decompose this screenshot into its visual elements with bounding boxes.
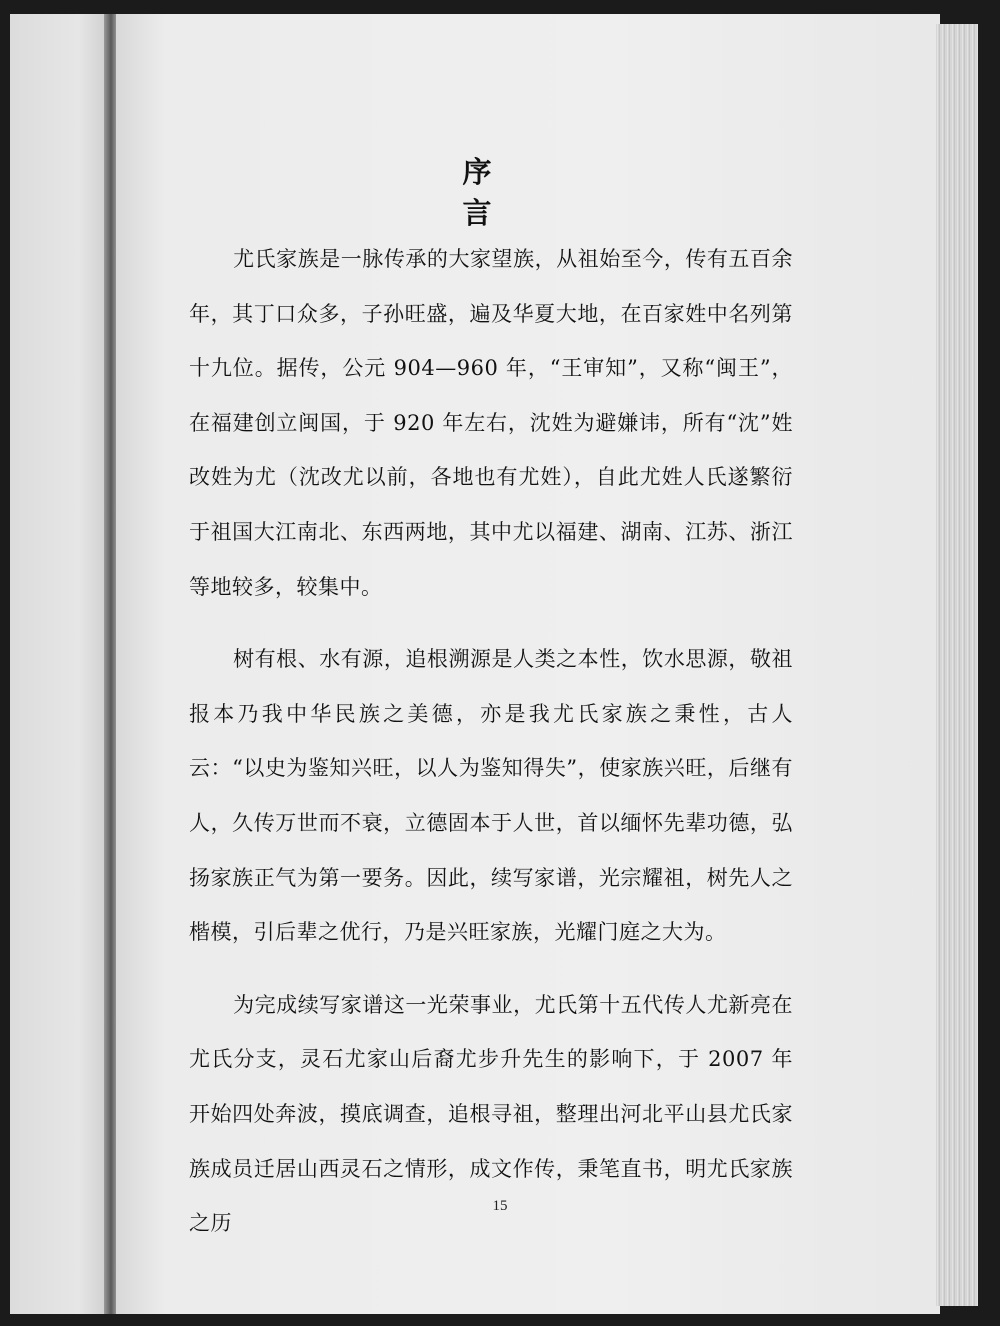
scanner-frame [978, 0, 1000, 1326]
paragraph-1: 尤氏家族是一脉传承的大家望族，从祖始至今，传有五百余年，其丁口众多，子孙旺盛，遍及华夏大地，在百家姓中名列第十九位。据传，公元 904—960 年，“王审知”，又称“闽王”，在福建创立闽国，于 920 年左右，沈姓为避嫌讳，所有“沈”姓改姓为尤（沈改尤以前，各地也有尤姓），自此尤姓人氏遂繁衍于祖国大江南北、东西两地，其中尤以福建、湖南、江苏、浙江等地较多，较集中。 [189, 247, 793, 599]
paragraph-3: 为完成续写家谱这一光荣事业，尤氏第十五代传人尤新亮在尤氏分支，灵石尤家山后裔尤步升先生的影响下，于 2007 年开始四处奔波，摸底调查，追根寻祖，整理出河北平山县尤氏家族成员迁居山西灵石之情形，成文作传，秉笔直书，明尤氏家族之历 [189, 992, 793, 1236]
body-text [189, 232, 793, 1251]
page-stack-edges [936, 24, 978, 1306]
page-title: 序 言 [462, 155, 613, 230]
paragraph-2: 树有根、水有源，追根溯源是人类之本性，饮水思源，敬祖报本乃我中华民族之美德，亦是我尤氏家族之秉性，古人云：“以史为鉴知兴旺，以人为鉴知得失”，使家族兴旺，后继有人，久传万世而不衰，立德固本于人世，首以缅怀先辈功德，弘扬家族正气为第一要务。因此，续写家谱，光宗耀祖，树先人之楷模，引后辈之优行，乃是兴旺家族，光耀门庭之大为。 [189, 647, 793, 945]
left-page-edge [10, 14, 108, 1314]
page-number: 15 [492, 1198, 508, 1214]
